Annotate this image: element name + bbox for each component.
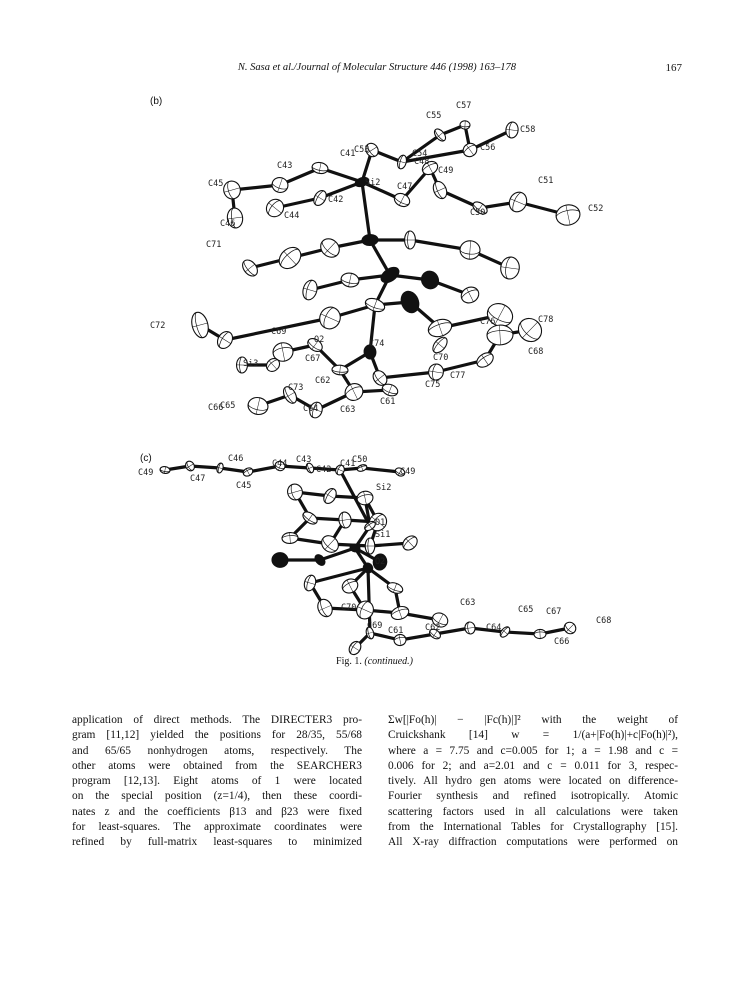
- page-header: [72, 62, 682, 78]
- atom-ellipsoid: [459, 284, 482, 306]
- text-line: other atoms were obtained from the SEARCHER3: [72, 759, 362, 772]
- text-line: and 65/65 nonhydrogen atoms, respectively. The: [72, 744, 362, 757]
- atom-ellipsoid: [562, 620, 578, 636]
- atom-ellipsoid: [321, 486, 339, 505]
- atom-ellipsoid: [554, 203, 582, 228]
- atom-ellipsoid: [240, 257, 261, 279]
- atom-label: C49: [138, 468, 154, 478]
- atom-label: C56: [480, 143, 496, 153]
- panel-label-c: (c): [140, 453, 152, 464]
- atom-ellipsoid: [214, 329, 235, 352]
- atom-ellipsoid: [389, 604, 410, 621]
- atom-label: C61: [388, 626, 404, 636]
- atom-label: C67: [546, 607, 562, 617]
- atom-label: C43: [277, 161, 293, 171]
- atom-ellipsoid: [184, 460, 196, 473]
- atom-label: C66: [208, 403, 224, 413]
- ortep-figure-b: [140, 90, 610, 445]
- atom-label: C73: [288, 383, 304, 393]
- atom-label: C42: [328, 195, 344, 205]
- atom-label: C49: [400, 467, 416, 477]
- atom-label: C72: [150, 321, 166, 331]
- atom-label: Si2: [376, 483, 392, 493]
- atom-label: C53: [354, 145, 370, 155]
- atom-label: C47: [190, 474, 206, 484]
- atom-label: C71: [206, 240, 222, 250]
- text-line: 0.006 for 2; and a=2.01 and c = 0.011 for 3, respec-: [388, 759, 678, 772]
- atom-ellipsoid: [431, 179, 450, 200]
- atom-ellipsoid: [246, 396, 269, 417]
- atom-label: C78: [538, 315, 554, 325]
- atom-label: C77: [450, 371, 466, 381]
- atom-label: Si3: [243, 359, 259, 369]
- atom-ellipsoid: [464, 621, 475, 634]
- atom-label: C42: [316, 465, 332, 475]
- bond: [380, 372, 436, 378]
- bond: [362, 468, 400, 472]
- atom-ellipsoid: [313, 553, 327, 567]
- caption-continued: (continued.): [364, 656, 413, 667]
- atom-label: C64: [486, 623, 502, 633]
- caption-prefix: Fig. 1.: [336, 656, 365, 667]
- atom-ellipsoid: [396, 154, 408, 170]
- atom-ellipsoid: [354, 598, 376, 621]
- atom-ellipsoid: [242, 466, 254, 477]
- atom-ellipsoid: [534, 629, 546, 639]
- atom-label: C50: [470, 208, 486, 218]
- atom-label: O2: [375, 557, 386, 567]
- atom-label: C66: [554, 637, 570, 647]
- atom-ellipsoid: [487, 324, 514, 345]
- atom-ellipsoid: [282, 532, 299, 544]
- atom-label: C46: [228, 454, 244, 464]
- atom-label: C46: [220, 219, 236, 229]
- atom-ellipsoid: [317, 235, 343, 261]
- ortep-figure-c: [130, 448, 630, 663]
- atom-label: C75: [425, 380, 441, 390]
- atom-ellipsoid: [365, 538, 375, 554]
- atom-ellipsoid: [506, 190, 529, 215]
- text-line: on the special position (z=1/4), then these coordi-: [72, 790, 362, 803]
- text-line: from the International Tables for Crystallography [15].: [388, 821, 678, 834]
- atom-ellipsoid: [405, 231, 416, 249]
- text-line: scattering factors used in all calculations were taken: [388, 805, 678, 818]
- atom-ellipsoid: [311, 188, 329, 207]
- figure-caption: [0, 656, 749, 667]
- atom-ellipsoid: [459, 240, 480, 260]
- atom-ellipsoid: [418, 268, 441, 292]
- atom-label: C74: [369, 339, 385, 349]
- atom-ellipsoid: [362, 234, 379, 246]
- atom-ellipsoid: [270, 175, 290, 194]
- atom-ellipsoid: [364, 296, 387, 314]
- text-line: application of direct methods. The DIRECTER3 pro-: [72, 714, 362, 726]
- atom-label: O2: [314, 335, 325, 345]
- atom-label: C57: [456, 101, 472, 111]
- panel-label-b: (b): [150, 96, 163, 107]
- atom-label: C51: [538, 176, 554, 186]
- atom-ellipsoid: [222, 179, 243, 201]
- atom-label: C41: [340, 459, 356, 469]
- atom-label: Si1: [375, 530, 391, 540]
- atom-label: C65: [518, 605, 534, 615]
- text-line: Σw[|Fo(h)| − |Fc(h)|]² with the weight of: [388, 714, 678, 726]
- atom-ellipsoid: [316, 304, 343, 332]
- atom-ellipsoid: [216, 462, 224, 473]
- atom-label: C64: [303, 404, 319, 414]
- atom-ellipsoid: [315, 597, 335, 619]
- text-line: Cruickshank [14] w = 1/(a+|Fo(h)|+c|Fo(h)|²),: [388, 729, 678, 742]
- atom-label: C63: [340, 405, 356, 415]
- atom-ellipsoid: [286, 482, 305, 501]
- atom-label: C70: [341, 603, 357, 613]
- text-line: tively. All hydro gen atoms were located on difference-: [388, 775, 678, 788]
- atom-label: C45: [208, 179, 224, 189]
- atom-label: C52: [588, 204, 604, 214]
- atom-ellipsoid: [505, 121, 519, 138]
- atom-label: O1: [375, 518, 386, 528]
- atom-label: C54: [412, 149, 428, 159]
- atom-label: C62: [315, 376, 331, 386]
- atom-label: C69: [271, 327, 287, 337]
- atom-label: C44: [272, 459, 288, 469]
- atom-label: C67: [305, 354, 321, 364]
- text-line: for least-squares. The approximate coordinates were: [72, 821, 362, 834]
- text-line: Fourier synthesis and refined isotropically. Atomic: [388, 790, 678, 803]
- atom-ellipsoid: [378, 264, 401, 285]
- atom-ellipsoid: [474, 350, 496, 370]
- text-line: All X-ray diffraction computations were performed on: [388, 836, 678, 849]
- atom-label: C62: [425, 623, 441, 633]
- atom-label: C48: [414, 157, 430, 167]
- bond: [362, 182, 370, 240]
- text-line: nates z and the coefficients β13 and β23 were fixed: [72, 805, 362, 818]
- atom-ellipsoid: [159, 466, 170, 475]
- atom-ellipsoid: [460, 121, 470, 130]
- text-line: program [12,13]. Eight atoms of 1 were located: [72, 775, 362, 788]
- atom-label: Si2: [365, 178, 381, 188]
- atom-label: C50: [352, 455, 368, 465]
- atom-ellipsoid: [342, 381, 365, 404]
- atom-ellipsoid: [400, 533, 420, 553]
- body-column-left: [72, 713, 362, 851]
- atom-ellipsoid: [301, 279, 320, 302]
- atom-ellipsoid: [461, 141, 480, 160]
- atom-label: C55: [426, 111, 442, 121]
- atom-ellipsoid: [275, 243, 305, 273]
- text-line: refined by full-matrix least-squares to minimized: [72, 836, 362, 849]
- atom-ellipsoid: [427, 363, 444, 381]
- atom-ellipsoid: [499, 256, 520, 280]
- atom-label: C68: [528, 347, 544, 357]
- atom-label: C44: [284, 211, 300, 221]
- body-column-right: [388, 713, 678, 851]
- atom-label: C76: [480, 317, 496, 327]
- text-line: where a = 7.75 and c=0.005 for 1; a = 1.98 and c =: [388, 744, 678, 757]
- atom-label: C49: [438, 166, 454, 176]
- atom-ellipsoid: [189, 310, 211, 339]
- atom-label: C63: [460, 598, 476, 608]
- atom-label: C69: [367, 621, 383, 631]
- atom-label: C41: [340, 149, 356, 159]
- running-head: N. Sasa et al./Journal of Molecular Structure 446 (1998) 163–178: [237, 62, 517, 73]
- atom-label: C70: [433, 353, 449, 363]
- atom-ellipsoid: [340, 271, 360, 288]
- atom-ellipsoid: [272, 552, 289, 568]
- text-line: gram [11,12] yielded the positions for 28/35, 55/68: [72, 729, 362, 742]
- atom-label: C58: [520, 125, 536, 135]
- atom-label: C47: [397, 182, 413, 192]
- atom-label: C43: [296, 455, 312, 465]
- atom-label: C61: [380, 397, 396, 407]
- atom-ellipsoid: [311, 161, 329, 175]
- page-number: 167: [665, 62, 682, 74]
- atom-label: C45: [236, 481, 252, 491]
- atom-label: C68: [596, 616, 612, 626]
- atom-label: C65: [220, 401, 236, 411]
